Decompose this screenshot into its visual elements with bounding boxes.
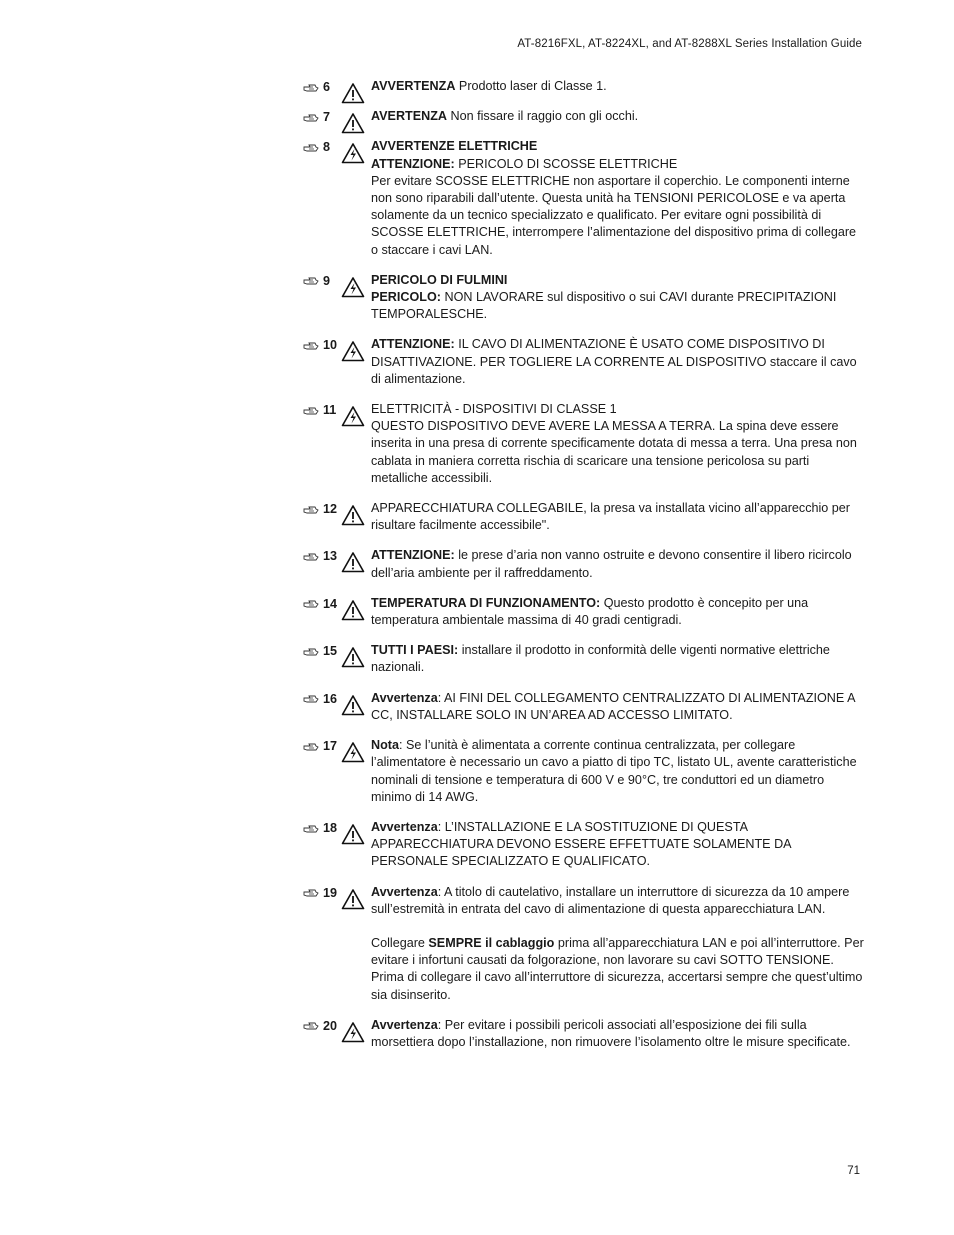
- running-header: AT-8216FXL, AT-8224XL, and AT-8288XL Series Installation Guide: [517, 38, 862, 50]
- warning-text: installare il prodotto in conformità delle vigenti normative elettriche nazionali.: [371, 643, 830, 675]
- warning-triangle-icon: [341, 599, 365, 621]
- warning-number: 20: [323, 1018, 338, 1033]
- warning-text: : A titolo di cautelativo, installare un interruttore di sicurezza da 10 ampere sull’estremità in entrata del cavo di alimentazione di questa apparecchiatura LAN.: [371, 884, 850, 916]
- warning-label: ATTENZIONE:: [371, 337, 455, 352]
- warnings-list: [303, 78, 865, 1064]
- warning-label: ATTENZIONE:: [371, 156, 455, 171]
- warning-number: 13: [323, 549, 338, 564]
- warning-number: 6: [323, 80, 331, 94]
- electrical-hazard-icon: [341, 340, 365, 362]
- warning-text: prima all’apparecchiatura LAN e poi all’interruttore. Per evitare i infortuni causati da folgorazione, non lavorare su cavi SOTTO TENSIONE. Prima di collegare il cavo all’interruttore di sicurezza, accertarsi sempre che quest’ultimo sia disinserito.: [371, 935, 864, 1002]
- warning-item: [303, 78, 865, 95]
- warning-number: 10: [323, 338, 338, 353]
- warning-text: Collegare: [371, 935, 429, 950]
- warning-text: Prodotto laser di Classe 1.: [455, 79, 607, 93]
- warning-label: Avvertenza: [371, 690, 438, 705]
- warning-label: TUTTI I PAESI:: [371, 643, 459, 658]
- warning-body: QUESTO DISPOSITIVO DEVE AVERE LA MESSA A TERRA. La spina deve essere inserita in una presa di corrente specificamente dotata di messa a terra. Una presa non cablata in maniera corretta rischia di scaricare una tensione pericolosa su parti metalliche accessibili.: [371, 419, 857, 485]
- warning-label: TEMPERATURA DI FUNZIONAMENTO:: [371, 595, 601, 610]
- warning-marker: [303, 691, 337, 708]
- warning-label: AVVERTENZA: [371, 79, 456, 93]
- warning-number: 17: [323, 739, 338, 754]
- warning-label: Nota: [371, 738, 399, 753]
- warning-text: APPARECCHIATURA COLLEGABILE, la presa va installata vicino all’apparecchio per risultare facilmente accessibile".: [371, 501, 851, 533]
- warning-marker: [303, 273, 330, 290]
- warning-item: [303, 272, 865, 324]
- pointing-hand-icon: [303, 694, 319, 704]
- warning-number: 7: [323, 110, 331, 125]
- electrical-hazard-icon: [341, 1021, 365, 1043]
- warning-number: 18: [323, 820, 338, 835]
- warning-item: [303, 547, 865, 581]
- warning-text: PERICOLO DI SCOSSE ELETTRICHE: [454, 156, 678, 171]
- pointing-hand-icon: [303, 599, 319, 609]
- warning-number: 16: [323, 691, 338, 706]
- warning-triangle-icon: [341, 823, 365, 845]
- warning-item: [303, 108, 865, 125]
- warning-heading: ELETTRICITÀ - DISPOSITIVI DI CLASSE 1: [371, 402, 617, 417]
- warning-text: NON LAVORARE sul dispositivo o sui CAVI durante PRECIPITAZIONI TEMPORALESCHE.: [371, 290, 837, 322]
- warning-triangle-icon: [341, 888, 365, 910]
- pointing-hand-icon: [303, 276, 319, 286]
- warning-label: AVERTENZA: [371, 109, 448, 124]
- warning-item: [303, 642, 865, 676]
- warning-marker: [303, 109, 330, 126]
- warning-text: le prese d’aria non vanno ostruite e devono consentire il libero ricircolo dell’aria ambiente per il raffreddamento.: [371, 548, 852, 580]
- warning-marker: [303, 820, 337, 837]
- pointing-hand-icon: [303, 143, 319, 153]
- warning-item: [303, 401, 865, 487]
- warning-number: 9: [323, 273, 331, 288]
- warning-item: [303, 138, 865, 258]
- warning-label: ATTENZIONE:: [371, 548, 455, 563]
- warning-triangle-icon: [341, 646, 365, 668]
- warning-item: [303, 1017, 865, 1051]
- warning-text: Non fissare il raggio con gli occhi.: [447, 109, 639, 124]
- pointing-hand-icon: [303, 552, 319, 562]
- warning-label: Avvertenza: [371, 1017, 438, 1032]
- pointing-hand-icon: [303, 406, 319, 416]
- warning-heading: PERICOLO DI FULMINI: [371, 272, 508, 287]
- warning-marker: [303, 337, 337, 354]
- page-number: 71: [847, 1165, 860, 1177]
- warning-number: 19: [323, 885, 338, 900]
- warning-marker: [303, 548, 337, 565]
- warning-number: 15: [323, 644, 338, 659]
- electrical-hazard-icon: [341, 741, 365, 763]
- pointing-hand-icon: [303, 505, 319, 515]
- warning-label: Avvertenza: [371, 819, 438, 834]
- electrical-hazard-icon: [341, 405, 365, 427]
- pointing-hand-icon: [303, 888, 319, 898]
- pointing-hand-icon: [303, 113, 319, 123]
- warning-marker: [303, 885, 337, 902]
- warning-text: : AI FINI DEL COLLEGAMENTO CENTRALIZZATO DI ALIMENTAZIONE A CC, INSTALLARE SOLO IN UN’AREA AD ACCESSO LIMITATO.: [371, 690, 855, 722]
- warning-body: Per evitare SCOSSE ELETTRICHE non asportare il coperchio. Le componenti interne non sono riparabili dall’utente. Questa unità ha TENSIONI PERICOLOSE e va aperta solamente da un tecnico specializzato e qualificato. Per evitare ogni possibilità di SCOSSE ELETTRICHE, interrompere l’alimentazione del dispositivo prima di collegare o staccare i cavi LAN.: [371, 173, 857, 257]
- pointing-hand-icon: [303, 824, 319, 834]
- warning-text: : Per evitare i possibili pericoli associati all’esposizione dei fili sulla morsettiera dopo l’installazione, non rimuovere l’isolamento oltre le misure specificate.: [371, 1017, 851, 1049]
- warning-marker: [303, 79, 330, 96]
- warning-number: 12: [323, 502, 338, 517]
- warning-item: [303, 336, 865, 388]
- warning-item: [303, 500, 865, 534]
- warning-marker: [303, 139, 330, 156]
- warning-number: 11: [323, 403, 337, 418]
- warning-marker: [303, 402, 336, 419]
- warning-text: IL CAVO DI ALIMENTAZIONE È USATO COME DISPOSITIVO DI DISATTIVAZIONE. PER TOGLIERE LA CORRENTE AL DISPOSITIVO staccare il cavo di alimentazione.: [371, 337, 857, 386]
- warning-triangle-icon: [341, 504, 365, 526]
- warning-marker: [303, 1018, 337, 1035]
- warning-marker: [303, 501, 337, 518]
- warning-label: Avvertenza: [371, 884, 438, 899]
- pointing-hand-icon: [303, 647, 319, 657]
- warning-marker: [303, 643, 337, 660]
- warning-item: [303, 690, 865, 724]
- warning-item: [303, 737, 865, 806]
- warning-text: Questo prodotto è concepito per una temperatura ambientale massima di 40 gradi centigradi.: [371, 595, 809, 628]
- warning-triangle-icon: [341, 551, 365, 573]
- pointing-hand-icon: [303, 1021, 319, 1031]
- warning-label: PERICOLO:: [371, 290, 441, 305]
- warning-label: SEMPRE il cablaggio: [428, 935, 555, 950]
- warning-marker: [303, 596, 337, 613]
- warning-marker: [303, 738, 337, 755]
- warning-text: : L’INSTALLAZIONE E LA SOSTITUZIONE DI QUESTA APPARECCHIATURA DEVONO ESSERE EFFETTUATE SOLAMENTE DA PERSONALE SPECIALIZZATO E QUALIFICATO.: [371, 819, 791, 869]
- warning-heading: AVVERTENZE ELETTRICHE: [371, 139, 538, 154]
- electrical-hazard-icon: [341, 142, 365, 164]
- electrical-hazard-icon: [341, 276, 365, 298]
- warning-triangle-icon: [341, 694, 365, 716]
- warning-text: : Se l’unità è alimentata a corrente continua centralizzata, per collegare l’alimentatore è necessario un cavo a piatto di tipo TC, listato UL, avente caratteristiche nominali di tensione e temperatura di 600 V e 90°C, tre conduttori ed un diametro minimo di 14 AWG.: [371, 738, 857, 804]
- warning-item: [303, 884, 865, 1004]
- warning-item: [303, 595, 865, 629]
- warning-triangle-icon: [341, 82, 365, 104]
- warning-item: [303, 819, 865, 871]
- pointing-hand-icon: [303, 742, 319, 752]
- pointing-hand-icon: [303, 341, 319, 351]
- warning-number: 14: [323, 596, 338, 611]
- warning-triangle-icon: [341, 112, 365, 134]
- warning-number: 8: [323, 140, 331, 155]
- pointing-hand-icon: [303, 83, 319, 93]
